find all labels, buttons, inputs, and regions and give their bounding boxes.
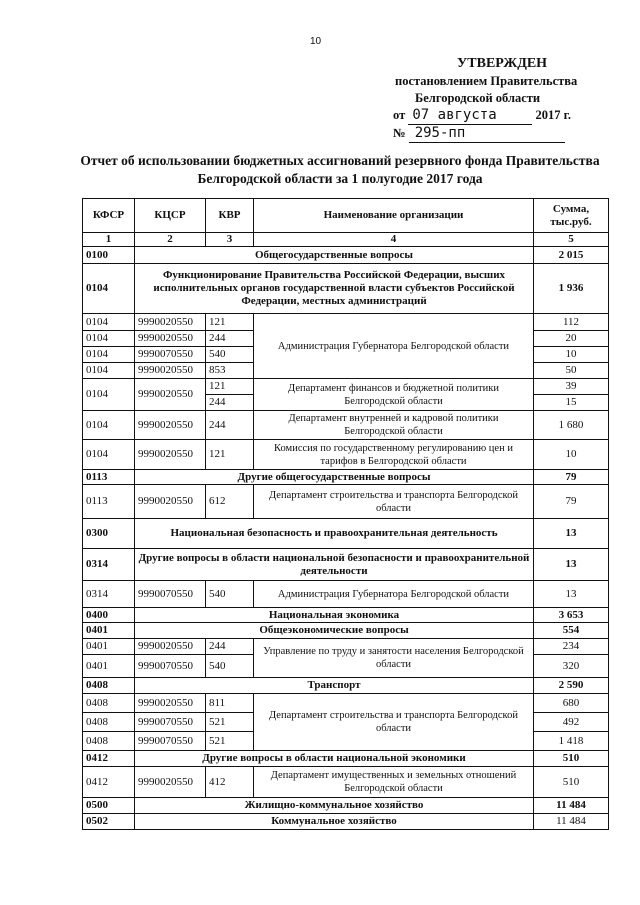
kcsr-cell: 9990070550 [135,732,206,751]
table-row [83,767,609,798]
kcsr-cell: 9990020550 [135,411,206,440]
kvr-cell: 244 [206,395,254,411]
kfsr-cell: 0314 [83,549,135,581]
section-row [83,549,609,581]
table-row [83,694,609,713]
kfsr-cell: 0104 [83,379,135,411]
kvr-cell: 540 [206,581,254,608]
table-header-row [83,199,609,233]
kvr-cell: 121 [206,379,254,395]
kfsr-cell: 0502 [83,814,135,830]
kvr-cell: 612 [206,485,254,519]
approval-number-line [393,125,613,143]
kvr-cell: 521 [206,713,254,732]
kcsr-cell: 9990020550 [135,767,206,798]
kcsr-cell: 9990070550 [135,655,206,678]
kfsr-cell: 0104 [83,347,135,363]
sum-cell: 50 [534,363,609,379]
sum-cell: 11 484 [534,798,609,814]
sum-cell: 2 015 [534,247,609,264]
kfsr-cell: 0104 [83,440,135,470]
kcsr-cell: 9990020550 [135,694,206,713]
kfsr-cell: 0408 [83,678,135,694]
kvr-cell: 244 [206,331,254,347]
kvr-cell: 244 [206,639,254,655]
kcsr-cell: 9990020550 [135,639,206,655]
table-row [83,485,609,519]
kvr-cell: 521 [206,732,254,751]
organization-name: Департамент строительства и транспорта Белгородской области [254,485,534,519]
kvr-cell: 121 [206,314,254,331]
sum-cell: 112 [534,314,609,331]
col-number: 3 [206,233,254,247]
section-name: Жилищно-коммунальное хозяйство [135,798,534,814]
sum-cell: 13 [534,519,609,549]
kfsr-cell: 0104 [83,264,135,314]
table-row [83,581,609,608]
kvr-cell: 811 [206,694,254,713]
kfsr-cell: 0401 [83,623,135,639]
kfsr-cell: 0500 [83,798,135,814]
sum-cell: 1 418 [534,732,609,751]
number-prefix: № [393,126,406,140]
table-row [83,639,609,655]
organization-name: Департамент имущественных и земельных отношений Белгородской области [254,767,534,798]
kcsr-cell: 9990070550 [135,713,206,732]
report-title-line-2: Белгородской области за 1 полугодие 2017 года [197,171,483,186]
organization-name: Департамент строительства и транспорта Белгородской области [254,694,534,751]
section-row [83,814,609,830]
approval-title: УТВЕРЖДЕН [457,56,548,71]
sum-cell: 79 [534,470,609,485]
kfsr-cell: 0113 [83,485,135,519]
section-row [83,798,609,814]
kvr-cell: 540 [206,655,254,678]
approval-line-1: постановлением Правительства [395,74,578,88]
sum-cell: 13 [534,549,609,581]
kcsr-cell: 9990070550 [135,347,206,363]
sum-cell: 3 653 [534,608,609,623]
table-row [83,314,609,331]
date-prefix: от [393,108,406,122]
section-row [83,751,609,767]
organization-name: Управление по труду и занятости населения Белгородской области [254,639,534,678]
kfsr-cell: 0104 [83,411,135,440]
sum-cell: 15 [534,395,609,411]
kfsr-cell: 0300 [83,519,135,549]
kcsr-cell: 9990020550 [135,331,206,347]
section-row [83,264,609,314]
section-name: Транспорт [135,678,534,694]
kcsr-cell: 9990020550 [135,379,206,411]
kcsr-cell: 9990020550 [135,363,206,379]
report-title [60,152,620,188]
header-kvr: КВР [206,199,254,233]
kfsr-cell: 0401 [83,655,135,678]
section-row [83,519,609,549]
section-name: Функционирование Правительства Российской Федерации, высших исполнительных органов государственной власти субъектов Российской Федерации, местных администраций [135,264,534,314]
kfsr-cell: 0408 [83,732,135,751]
sum-cell: 10 [534,347,609,363]
sum-cell: 1 680 [534,411,609,440]
sum-cell: 510 [534,767,609,798]
sum-cell: 492 [534,713,609,732]
organization-name: Департамент внутренней и кадровой политики Белгородской области [254,411,534,440]
kfsr-cell: 0100 [83,247,135,264]
approval-date-value: 07 августа [408,107,532,125]
kvr-cell: 121 [206,440,254,470]
organization-name: Администрация Губернатора Белгородской области [254,314,534,379]
col-number: 1 [83,233,135,247]
section-name: Национальная безопасность и правоохранительная деятельность [135,519,534,549]
sum-cell: 2 590 [534,678,609,694]
section-row [83,608,609,623]
table-row [83,440,609,470]
kfsr-cell: 0401 [83,639,135,655]
section-name: Другие вопросы в области национальной экономики [135,751,534,767]
header-kfsr: КФСР [83,199,135,233]
approval-number-value: 295-пп [409,125,565,143]
kfsr-cell: 0104 [83,331,135,347]
kcsr-cell: 9990020550 [135,485,206,519]
kfsr-cell: 0104 [83,314,135,331]
kfsr-cell: 0408 [83,694,135,713]
section-row [83,623,609,639]
section-name: Коммунальное хозяйство [135,814,534,830]
report-title-line-1: Отчет об использовании бюджетных ассигнований резервного фонда Правительства [80,153,600,168]
kfsr-cell: 0412 [83,751,135,767]
sum-cell: 10 [534,440,609,470]
kvr-cell: 853 [206,363,254,379]
kcsr-cell: 9990070550 [135,581,206,608]
kvr-cell: 412 [206,767,254,798]
kfsr-cell: 0113 [83,470,135,485]
section-name: Национальная экономика [135,608,534,623]
sum-cell: 20 [534,331,609,347]
header-sum: Сумма, тыс.руб. [534,199,609,233]
sum-cell: 13 [534,581,609,608]
col-number: 5 [534,233,609,247]
col-number: 2 [135,233,206,247]
report-table [82,198,609,830]
organization-name: Департамент финансов и бюджетной политики Белгородской области [254,379,534,411]
table-row [83,379,609,395]
sum-cell: 79 [534,485,609,519]
approval-block [393,55,613,143]
kvr-cell: 244 [206,411,254,440]
section-row [83,247,609,264]
sum-cell: 510 [534,751,609,767]
table-col-numbers-row [83,233,609,247]
col-number: 4 [254,233,534,247]
kfsr-cell: 0408 [83,713,135,732]
table-row [83,411,609,440]
sum-cell: 11 484 [534,814,609,830]
approval-date-line [393,107,613,125]
kcsr-cell: 9990020550 [135,314,206,331]
sum-cell: 554 [534,623,609,639]
section-row [83,470,609,485]
kvr-cell: 540 [206,347,254,363]
section-name: Другие вопросы в области национальной безопасности и правоохранительной деятельности [135,549,534,581]
date-suffix: 2017 г. [535,108,572,122]
organization-name: Комиссия по государственному регулированию цен и тарифов в Белгородской области [254,440,534,470]
section-row [83,678,609,694]
sum-cell: 680 [534,694,609,713]
page-number: 10 [310,36,322,47]
kfsr-cell: 0104 [83,363,135,379]
section-name: Общеэкономические вопросы [135,623,534,639]
sum-cell: 39 [534,379,609,395]
sum-cell: 1 936 [534,264,609,314]
organization-name: Администрация Губернатора Белгородской области [254,581,534,608]
kcsr-cell: 9990020550 [135,440,206,470]
sum-cell: 234 [534,639,609,655]
sum-cell: 320 [534,655,609,678]
approval-line-2: Белгородской области [415,91,541,105]
kfsr-cell: 0314 [83,581,135,608]
section-name: Общегосударственные вопросы [135,247,534,264]
header-organization: Наименование организации [254,199,534,233]
kfsr-cell: 0412 [83,767,135,798]
header-kcsr: КЦСР [135,199,206,233]
kfsr-cell: 0400 [83,608,135,623]
section-name: Другие общегосударственные вопросы [135,470,534,485]
